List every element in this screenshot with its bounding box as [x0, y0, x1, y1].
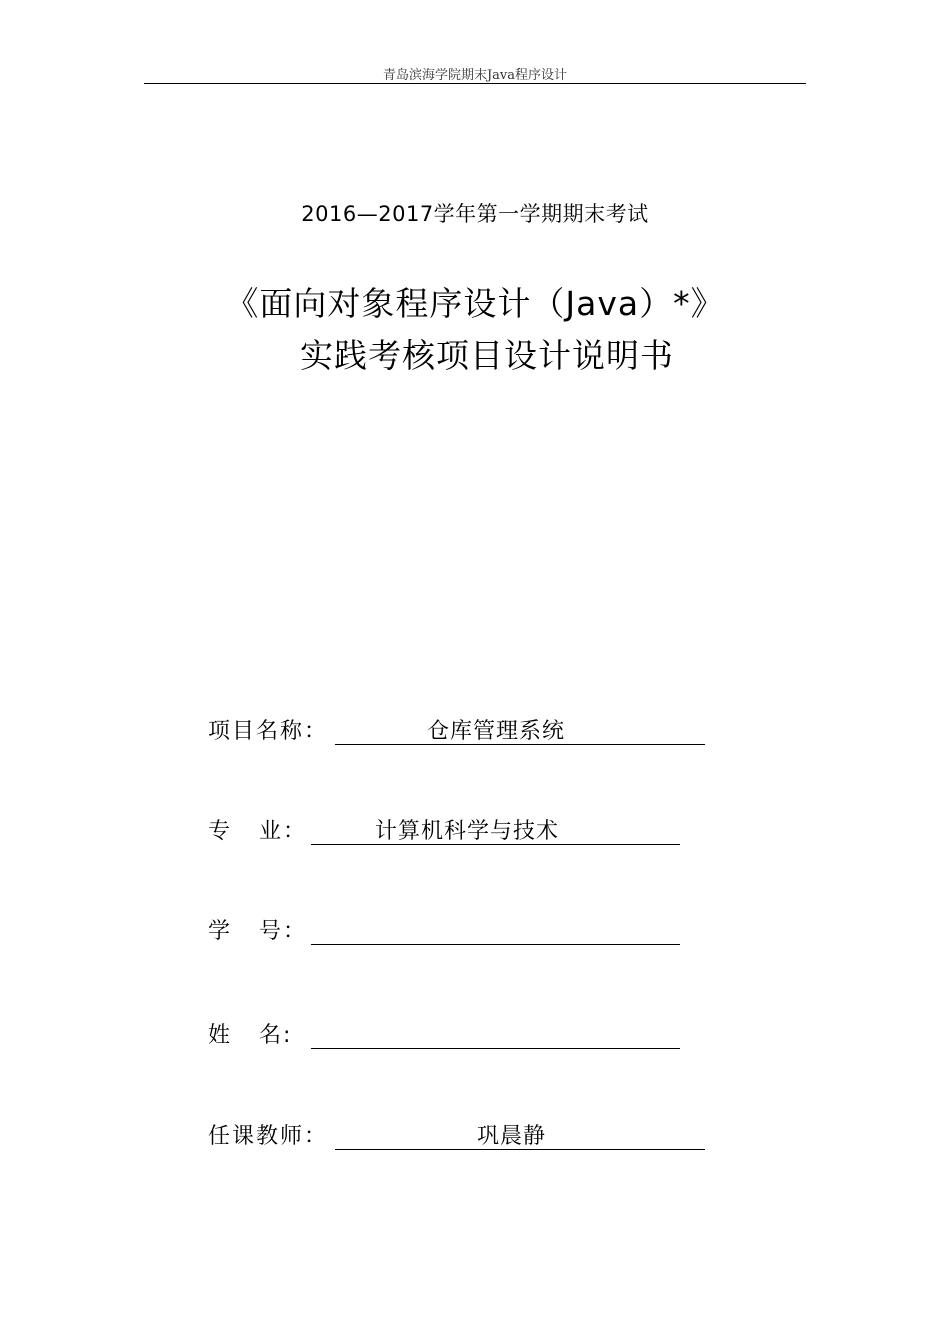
header-rule [144, 83, 806, 84]
field-teacher-value: 巩晨静 [477, 1124, 547, 1149]
field-major-label: 专 业： [208, 819, 307, 844]
field-name-value-line [311, 1018, 680, 1049]
field-student-id-value-line [311, 914, 680, 945]
document-title: 实践考核项目设计说明书 [300, 336, 674, 375]
field-project-label: 项目名称： [208, 719, 329, 744]
field-name-label: 姓 名: [208, 1023, 293, 1048]
field-major-value: 计算机科学与技术 [375, 819, 560, 844]
field-project-value: 仓库管理系统 [427, 719, 566, 744]
field-teacher-label: 任课教师： [208, 1124, 329, 1149]
page-header: 青岛滨海学院期末Java程序设计 [382, 68, 568, 83]
field-major-value-line [311, 814, 680, 845]
field-teacher-value-line [335, 1119, 705, 1150]
exam-line: 2016—2017学年第一学期期末考试 [301, 202, 649, 226]
course-title: 《面向对象程序设计（Java）*》 [225, 284, 725, 323]
field-project-value-line [335, 714, 705, 745]
field-student-id-label: 学 号： [208, 919, 307, 944]
